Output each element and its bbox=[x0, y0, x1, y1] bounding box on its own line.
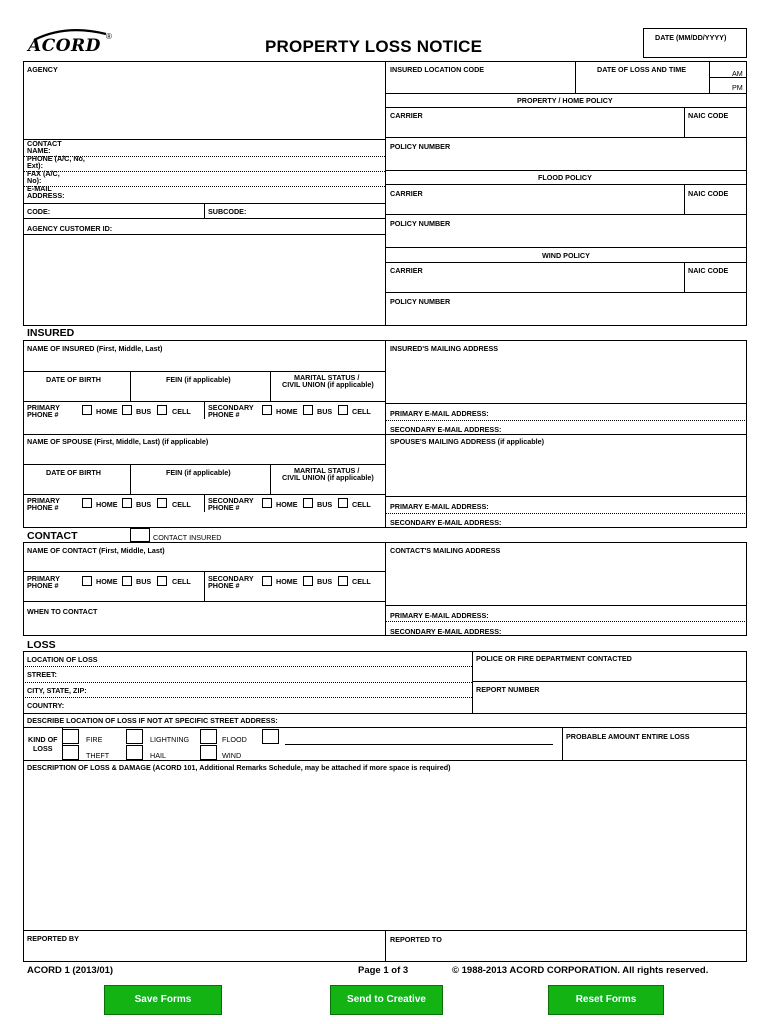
describe-location-label: DESCRIBE LOCATION OF LOSS IF NOT AT SPECIFIC STREET ADDRESS: bbox=[27, 716, 278, 725]
fax-label: FAX (A/C, No): bbox=[27, 169, 60, 185]
home-label: HOME bbox=[276, 577, 298, 586]
date-label: DATE (MM/DD/YYYY) bbox=[655, 33, 727, 42]
logo-registered: ® bbox=[106, 32, 112, 41]
carrier-label-3: CARRIER bbox=[390, 266, 423, 275]
cell-label: CELL bbox=[352, 407, 371, 416]
home-label: HOME bbox=[96, 577, 118, 586]
insured-section-title: INSURED bbox=[27, 327, 75, 339]
fire-checkbox[interactable] bbox=[62, 729, 79, 744]
flood-policy-label: FLOOD POLICY bbox=[538, 173, 592, 182]
city-state-zip-label: CITY, STATE, ZIP: bbox=[27, 686, 87, 695]
location-of-loss-label: LOCATION OF LOSS bbox=[27, 655, 98, 664]
spouse-name-label: NAME OF SPOUSE (First, Middle, Last) (if applicable) bbox=[27, 437, 209, 446]
description-label: DESCRIPTION OF LOSS & DAMAGE (ACORD 101, Additional Remarks Schedule, may be attached if more space is required) bbox=[27, 763, 451, 772]
insured-secondary-cell-checkbox[interactable] bbox=[338, 405, 348, 415]
spouse-marital-1: MARITAL STATUS / bbox=[294, 466, 360, 475]
cell-label: CELL bbox=[172, 407, 191, 416]
police-fire-label: POLICE OR FIRE DEPARTMENT CONTACTED bbox=[476, 654, 632, 663]
insured-fein-label: FEIN (if applicable) bbox=[166, 375, 231, 384]
insured-primary-cell-checkbox[interactable] bbox=[157, 405, 167, 415]
carrier-label-2: CARRIER bbox=[390, 189, 423, 198]
lightning-checkbox[interactable] bbox=[126, 729, 143, 744]
am-label: AM bbox=[732, 69, 743, 78]
spouse-secondary-phone-1: SECONDARY bbox=[208, 496, 254, 505]
contact-insured-checkbox[interactable] bbox=[130, 528, 150, 542]
other-checkbox[interactable] bbox=[262, 729, 279, 744]
home-label: HOME bbox=[96, 500, 118, 509]
spouse-primary-email-label: PRIMARY E-MAIL ADDRESS: bbox=[390, 502, 489, 511]
copyright: © 1988-2013 ACORD CORPORATION. All rights reserved. bbox=[452, 965, 709, 976]
reported-by-label: REPORTED BY bbox=[27, 934, 79, 943]
page-title: PROPERTY LOSS NOTICE bbox=[265, 37, 483, 56]
insured-primary-phone-1: PRIMARY bbox=[27, 403, 60, 412]
save-forms-label: Save Forms bbox=[134, 994, 192, 1005]
wind-label: WIND bbox=[222, 751, 242, 760]
bus-label: BUS bbox=[317, 500, 333, 509]
contact-secondary-cell-checkbox[interactable] bbox=[338, 576, 348, 586]
spouse-secondary-email-label: SECONDARY E-MAIL ADDRESS: bbox=[390, 518, 502, 527]
code-label: CODE: bbox=[27, 207, 51, 216]
bus-label: BUS bbox=[136, 407, 152, 416]
probable-amount-label: PROBABLE AMOUNT ENTIRE LOSS bbox=[566, 732, 690, 741]
insured-primary-phone-2: PHONE # bbox=[27, 410, 59, 419]
insured-primary-home-checkbox[interactable] bbox=[82, 405, 92, 415]
date-of-loss-label: DATE OF LOSS AND TIME bbox=[597, 65, 687, 74]
spouse-primary-phone-2: PHONE # bbox=[27, 503, 59, 512]
kind-of-loss-1: KIND OF bbox=[28, 735, 58, 744]
insured-location-code-label: INSURED LOCATION CODE bbox=[390, 65, 485, 74]
naic-code-label-1: NAIC CODE bbox=[688, 111, 729, 120]
spouse-primary-cell-checkbox[interactable] bbox=[157, 498, 167, 508]
policy-number-label-3: POLICY NUMBER bbox=[390, 297, 451, 306]
reset-forms-label: Reset Forms bbox=[575, 994, 637, 1005]
wind-checkbox[interactable] bbox=[200, 745, 217, 760]
report-number-label: REPORT NUMBER bbox=[476, 685, 540, 694]
carrier-label-1: CARRIER bbox=[390, 111, 423, 120]
hail-label: HAIL bbox=[150, 751, 166, 760]
contact-primary-home-checkbox[interactable] bbox=[82, 576, 92, 586]
loss-section-title: LOSS bbox=[27, 639, 56, 651]
contact-secondary-home-checkbox[interactable] bbox=[262, 576, 272, 586]
property-home-policy-label: PROPERTY / HOME POLICY bbox=[517, 96, 613, 105]
bus-label: BUS bbox=[317, 577, 333, 586]
spouse-secondary-phone-2: PHONE # bbox=[208, 503, 240, 512]
contact-insured-label: CONTACT INSURED bbox=[153, 533, 222, 542]
contact-secondary-email-label: SECONDARY E-MAIL ADDRESS: bbox=[390, 627, 502, 636]
street-label: STREET: bbox=[27, 670, 57, 679]
insured-secondary-email-label: SECONDARY E-MAIL ADDRESS: bbox=[390, 425, 502, 434]
save-forms-button[interactable] bbox=[104, 985, 222, 1015]
lightning-label: LIGHTNING bbox=[150, 735, 190, 744]
send-to-creative-button[interactable] bbox=[330, 985, 443, 1015]
page-indicator: Page 1 of 3 bbox=[358, 965, 409, 976]
spouse-dob-label: DATE OF BIRTH bbox=[46, 468, 101, 477]
contact-section-title: CONTACT bbox=[27, 530, 78, 542]
contact-primary-phone-2: PHONE # bbox=[27, 581, 59, 590]
insured-secondary-phone-1: SECONDARY bbox=[208, 403, 254, 412]
contact-name-label: NAME OF CONTACT (First, Middle, Last) bbox=[27, 546, 165, 555]
contact-primary-cell-checkbox[interactable] bbox=[157, 576, 167, 586]
policy-number-label-1: POLICY NUMBER bbox=[390, 142, 451, 151]
spouse-secondary-cell-checkbox[interactable] bbox=[338, 498, 348, 508]
spouse-marital-2: CIVIL UNION (if applicable) bbox=[282, 473, 374, 482]
agency-customer-id-label: AGENCY CUSTOMER ID: bbox=[27, 224, 113, 233]
insured-mailing-label: INSURED'S MAILING ADDRESS bbox=[390, 344, 499, 353]
send-to-creative-label: Send to Creative bbox=[347, 994, 426, 1005]
flood-checkbox[interactable] bbox=[200, 729, 217, 744]
bus-label: BUS bbox=[136, 500, 152, 509]
reported-to-label: REPORTED TO bbox=[390, 935, 442, 944]
contact-secondary-bus-checkbox[interactable] bbox=[303, 576, 313, 586]
cell-label: CELL bbox=[352, 577, 371, 586]
home-label: HOME bbox=[96, 407, 118, 416]
contact-mailing-label: CONTACT'S MAILING ADDRESS bbox=[390, 546, 501, 555]
cell-label: CELL bbox=[352, 500, 371, 509]
phone-label: PHONE (A/C, No, Ext): bbox=[27, 154, 85, 170]
bus-label: BUS bbox=[317, 407, 333, 416]
spouse-primary-home-checkbox[interactable] bbox=[82, 498, 92, 508]
contact-primary-email-label: PRIMARY E-MAIL ADDRESS: bbox=[390, 611, 489, 620]
policy-number-label-2: POLICY NUMBER bbox=[390, 219, 451, 228]
insured-name-label: NAME OF INSURED (First, Middle, Last) bbox=[27, 344, 163, 353]
home-label: HOME bbox=[276, 407, 298, 416]
pm-label: PM bbox=[732, 83, 743, 92]
other-loss-line[interactable] bbox=[285, 744, 553, 745]
insured-primary-bus-checkbox[interactable] bbox=[122, 405, 132, 415]
spouse-secondary-home-checkbox[interactable] bbox=[262, 498, 272, 508]
kind-of-loss-2: LOSS bbox=[33, 744, 53, 753]
contact-secondary-phone-2: PHONE # bbox=[208, 581, 240, 590]
hail-checkbox[interactable] bbox=[126, 745, 143, 760]
insured-marital-1: MARITAL STATUS / bbox=[294, 373, 360, 382]
insured-secondary-home-checkbox[interactable] bbox=[262, 405, 272, 415]
agency-label: AGENCY bbox=[27, 65, 58, 74]
when-to-contact-label: WHEN TO CONTACT bbox=[27, 607, 98, 616]
naic-code-label-3: NAIC CODE bbox=[688, 266, 729, 275]
contact-name-label: CONTACT NAME: bbox=[27, 139, 62, 155]
cell-label: CELL bbox=[172, 577, 191, 586]
spouse-fein-label: FEIN (if applicable) bbox=[166, 468, 231, 477]
form-id: ACORD 1 (2013/01) bbox=[27, 965, 114, 976]
spouse-secondary-bus-checkbox[interactable] bbox=[303, 498, 313, 508]
flood-label: FLOOD bbox=[222, 735, 247, 744]
cell-label: CELL bbox=[172, 500, 191, 509]
logo-text: ACORD bbox=[28, 36, 101, 56]
country-label: COUNTRY: bbox=[27, 701, 65, 710]
acord-logo bbox=[26, 26, 116, 58]
insured-secondary-phone-2: PHONE # bbox=[208, 410, 240, 419]
reset-forms-button[interactable] bbox=[548, 985, 664, 1015]
spouse-primary-bus-checkbox[interactable] bbox=[122, 498, 132, 508]
email-label: E-MAIL ADDRESS: bbox=[27, 184, 65, 200]
insured-marital-2: CIVIL UNION (if applicable) bbox=[282, 380, 374, 389]
contact-primary-phone-1: PRIMARY bbox=[27, 574, 60, 583]
insured-dob-label: DATE OF BIRTH bbox=[46, 375, 101, 384]
theft-label: THEFT bbox=[86, 751, 110, 760]
home-label: HOME bbox=[276, 500, 298, 509]
theft-checkbox[interactable] bbox=[62, 745, 79, 760]
fire-label: FIRE bbox=[86, 735, 103, 744]
bus-label: BUS bbox=[136, 577, 152, 586]
contact-primary-bus-checkbox[interactable] bbox=[122, 576, 132, 586]
subcode-label: SUBCODE: bbox=[208, 207, 247, 216]
spouse-mailing-label: SPOUSE'S MAILING ADDRESS (if applicable) bbox=[390, 437, 544, 446]
contact-secondary-phone-1: SECONDARY bbox=[208, 574, 254, 583]
wind-policy-label: WIND POLICY bbox=[542, 251, 590, 260]
spouse-primary-phone-1: PRIMARY bbox=[27, 496, 60, 505]
insured-secondary-bus-checkbox[interactable] bbox=[303, 405, 313, 415]
naic-code-label-2: NAIC CODE bbox=[688, 189, 729, 198]
insured-primary-email-label: PRIMARY E-MAIL ADDRESS: bbox=[390, 409, 489, 418]
